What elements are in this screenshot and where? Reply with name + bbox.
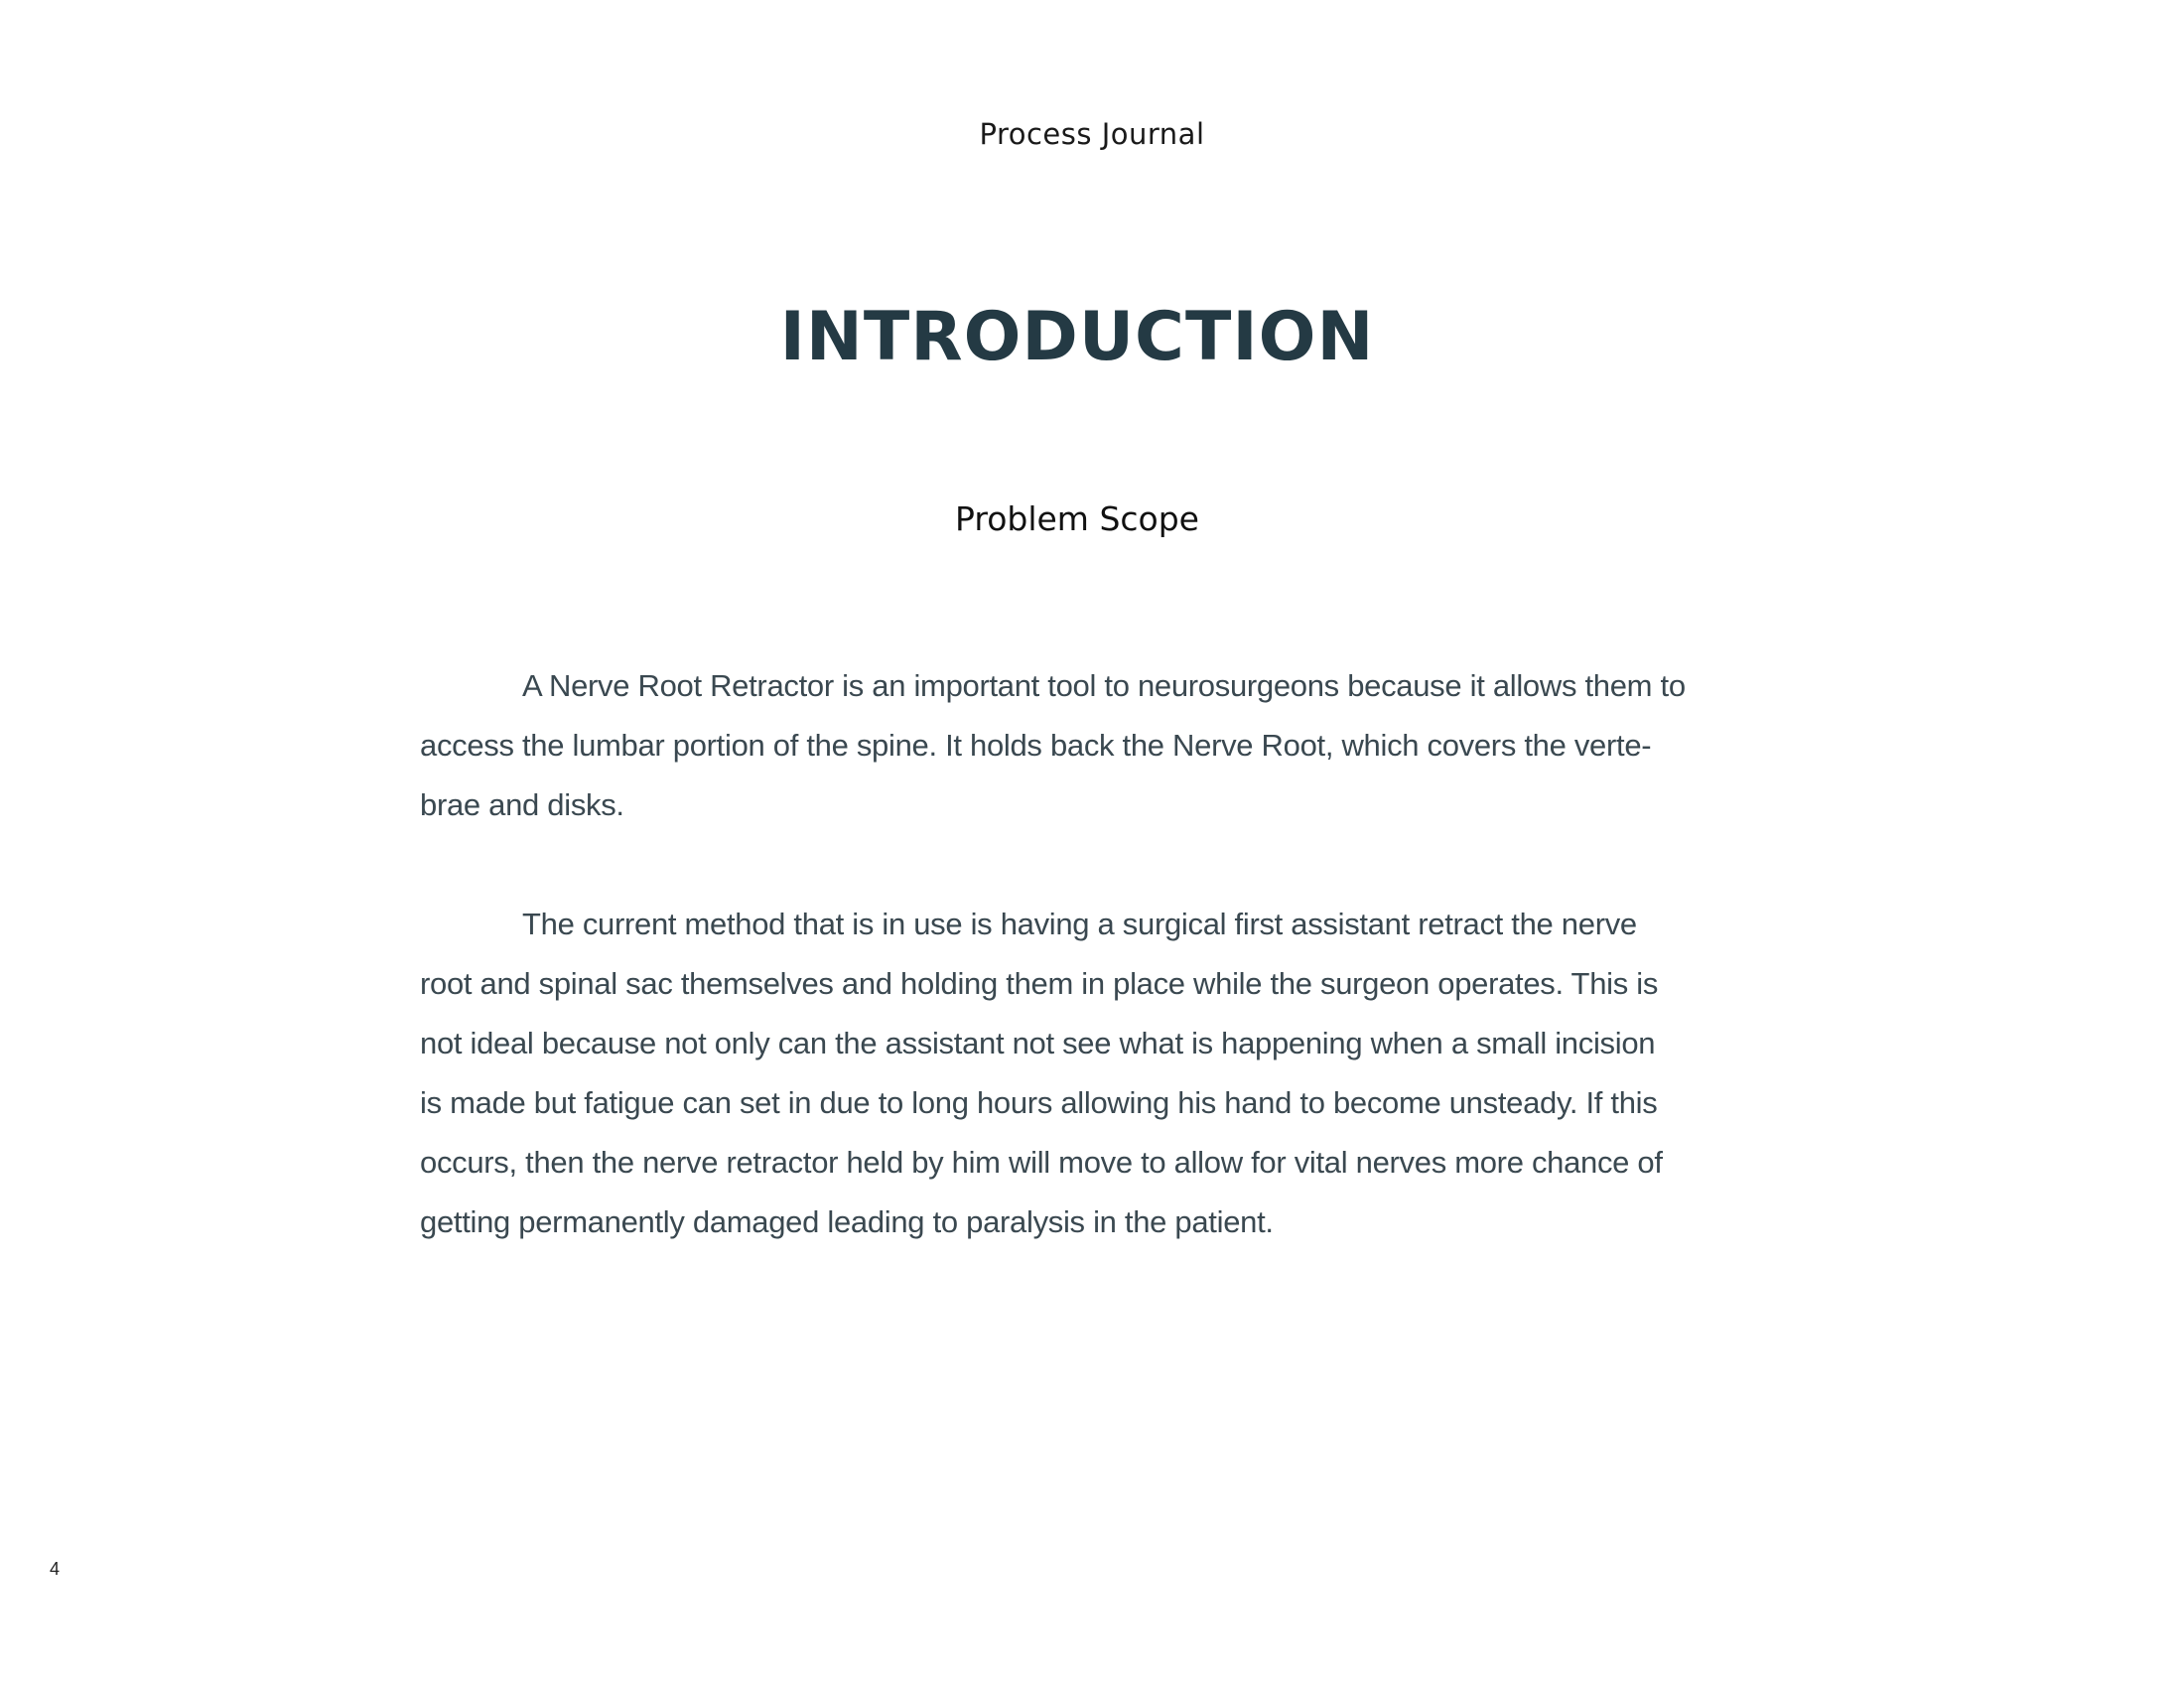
paragraph-line: getting permanently damaged leading to paralysis in the patient. <box>420 1204 1274 1239</box>
paragraph-line: occurs, then the nerve retractor held by him will move to allow for vital nerves more chance of <box>420 1145 1663 1180</box>
paragraph-line: access the lumbar portion of the spine. It holds back the Nerve Root, which covers the verte- <box>420 728 1652 763</box>
paragraph-line: The current method that is in use is having a surgical first assistant retract the nerve <box>522 907 1637 941</box>
paragraph-line: not ideal because not only can the assistant not see what is happening when a small incision <box>420 1026 1656 1060</box>
running-header: Process Journal <box>979 117 1205 151</box>
paragraph-1 <box>420 656 1770 835</box>
paragraph-line: root and spinal sac themselves and holding them in place while the surgeon operates. This is <box>420 966 1659 1001</box>
section-title: INTRODUCTION <box>779 298 1375 376</box>
paragraph-line: A Nerve Root Retractor is an important tool to neurosurgeons because it allows them to <box>522 668 1686 703</box>
paragraph-line: brae and disks. <box>420 787 624 822</box>
section-subtitle: Problem Scope <box>955 499 1199 538</box>
paragraph-2 <box>420 895 1770 1252</box>
page-number: 4 <box>50 1559 61 1579</box>
paragraph-line: is made but fatigue can set in due to long hours allowing his hand to become unsteady. If this <box>420 1085 1658 1120</box>
